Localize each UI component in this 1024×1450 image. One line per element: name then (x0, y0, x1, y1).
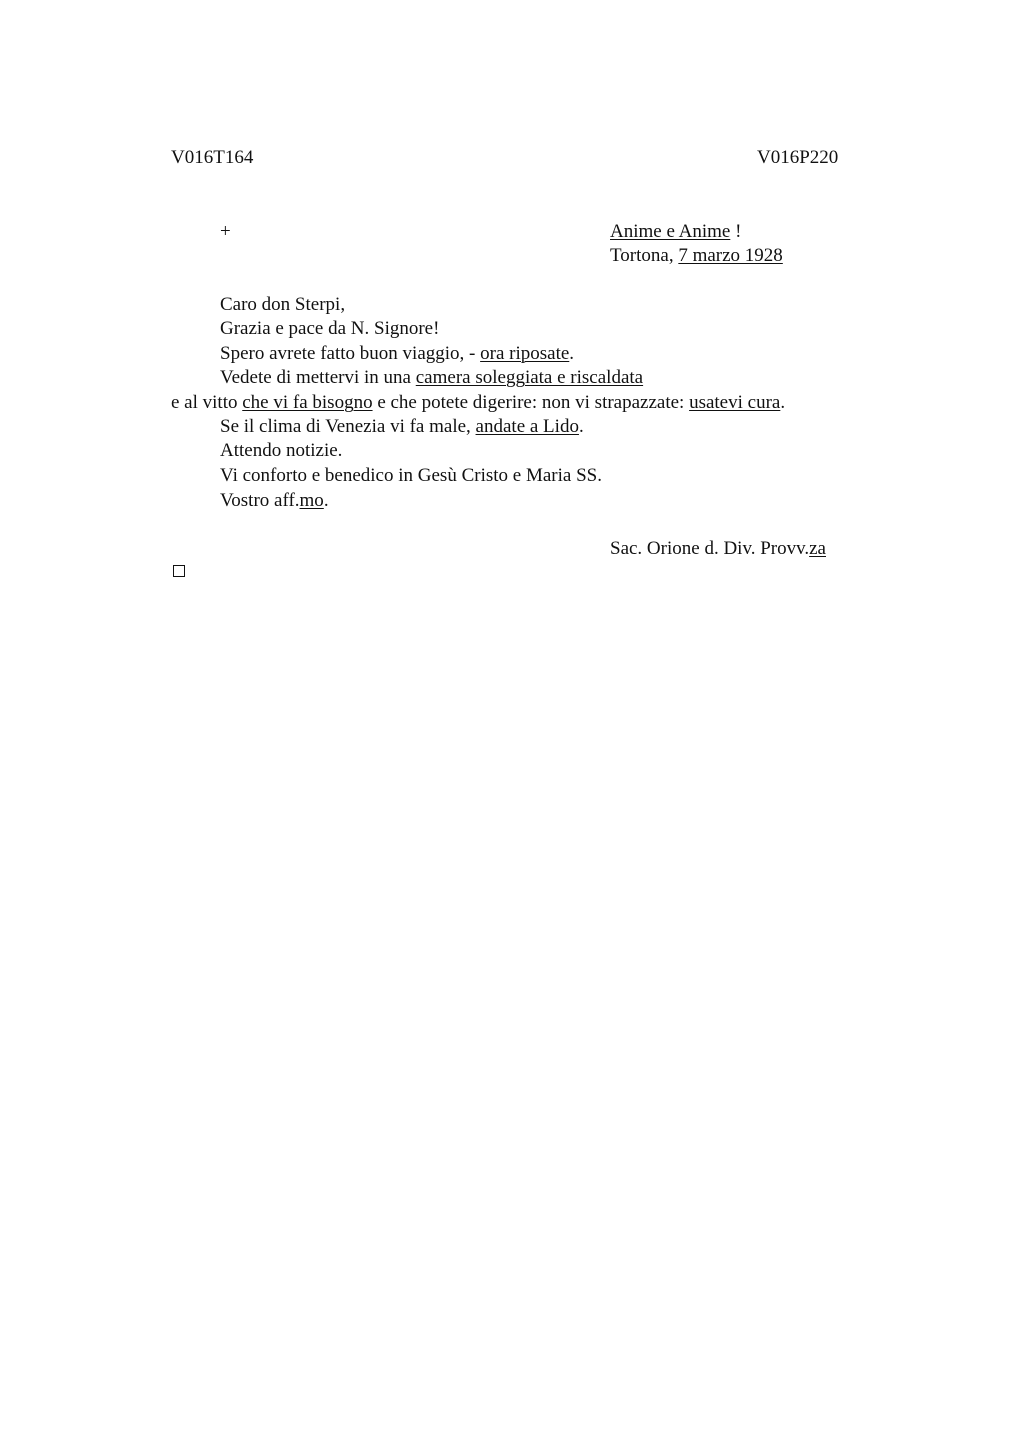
motto (610, 220, 741, 244)
text-segment: . (569, 343, 575, 364)
closing (220, 489, 329, 513)
place-date (610, 244, 783, 268)
body-line-food (171, 391, 785, 415)
greeting: Grazia e pace da N. Signore! (220, 318, 440, 339)
document-code-right: V016P220 (757, 147, 839, 168)
body-line-news: Attendo notizie. (220, 440, 343, 461)
place: Tortona, (610, 245, 679, 266)
motto-text: Anime e Anime (610, 221, 731, 242)
salutation: Caro don Sterpi, (220, 294, 346, 315)
underlined-segment: mo (299, 490, 324, 511)
body-line-travel (220, 342, 574, 366)
underlined-segment: usatevi cura (689, 392, 781, 413)
text-segment: e che potete digerire: non vi strapazzate: (372, 392, 690, 413)
body-line-blessing: Vi conforto e benedico in Gesù Cristo e Maria SS. (220, 465, 602, 486)
text-segment: . (578, 416, 584, 437)
text-segment: . (323, 490, 329, 511)
signature (610, 537, 826, 561)
document-code-left: V016T164 (171, 147, 254, 168)
text-segment: Se il clima di Venezia vi fa male, (220, 416, 476, 437)
text-segment: Vedete di mettervi in una (220, 367, 416, 388)
date: 7 marzo 1928 (678, 245, 783, 266)
underlined-segment: camera soleggiata e riscaldata (415, 367, 644, 388)
empty-square-icon (173, 565, 185, 577)
motto-exclamation: ! (730, 221, 742, 242)
signature-text: Sac. Orione d. Div. Provv. (610, 538, 810, 559)
text-segment: . (780, 392, 786, 413)
body-line-climate (220, 415, 584, 439)
signature-suffix: za (809, 538, 826, 559)
underlined-segment: ora riposate (480, 343, 570, 364)
body-line-room (220, 366, 643, 390)
underlined-segment: andate a Lido (475, 416, 579, 437)
text-segment: Spero avrete fatto buon viaggio, - (220, 343, 481, 364)
underlined-segment: che vi fa bisogno (242, 392, 373, 413)
text-segment: Vostro aff. (220, 490, 300, 511)
cross-mark: + (220, 221, 231, 242)
text-segment: e al vitto (171, 392, 243, 413)
